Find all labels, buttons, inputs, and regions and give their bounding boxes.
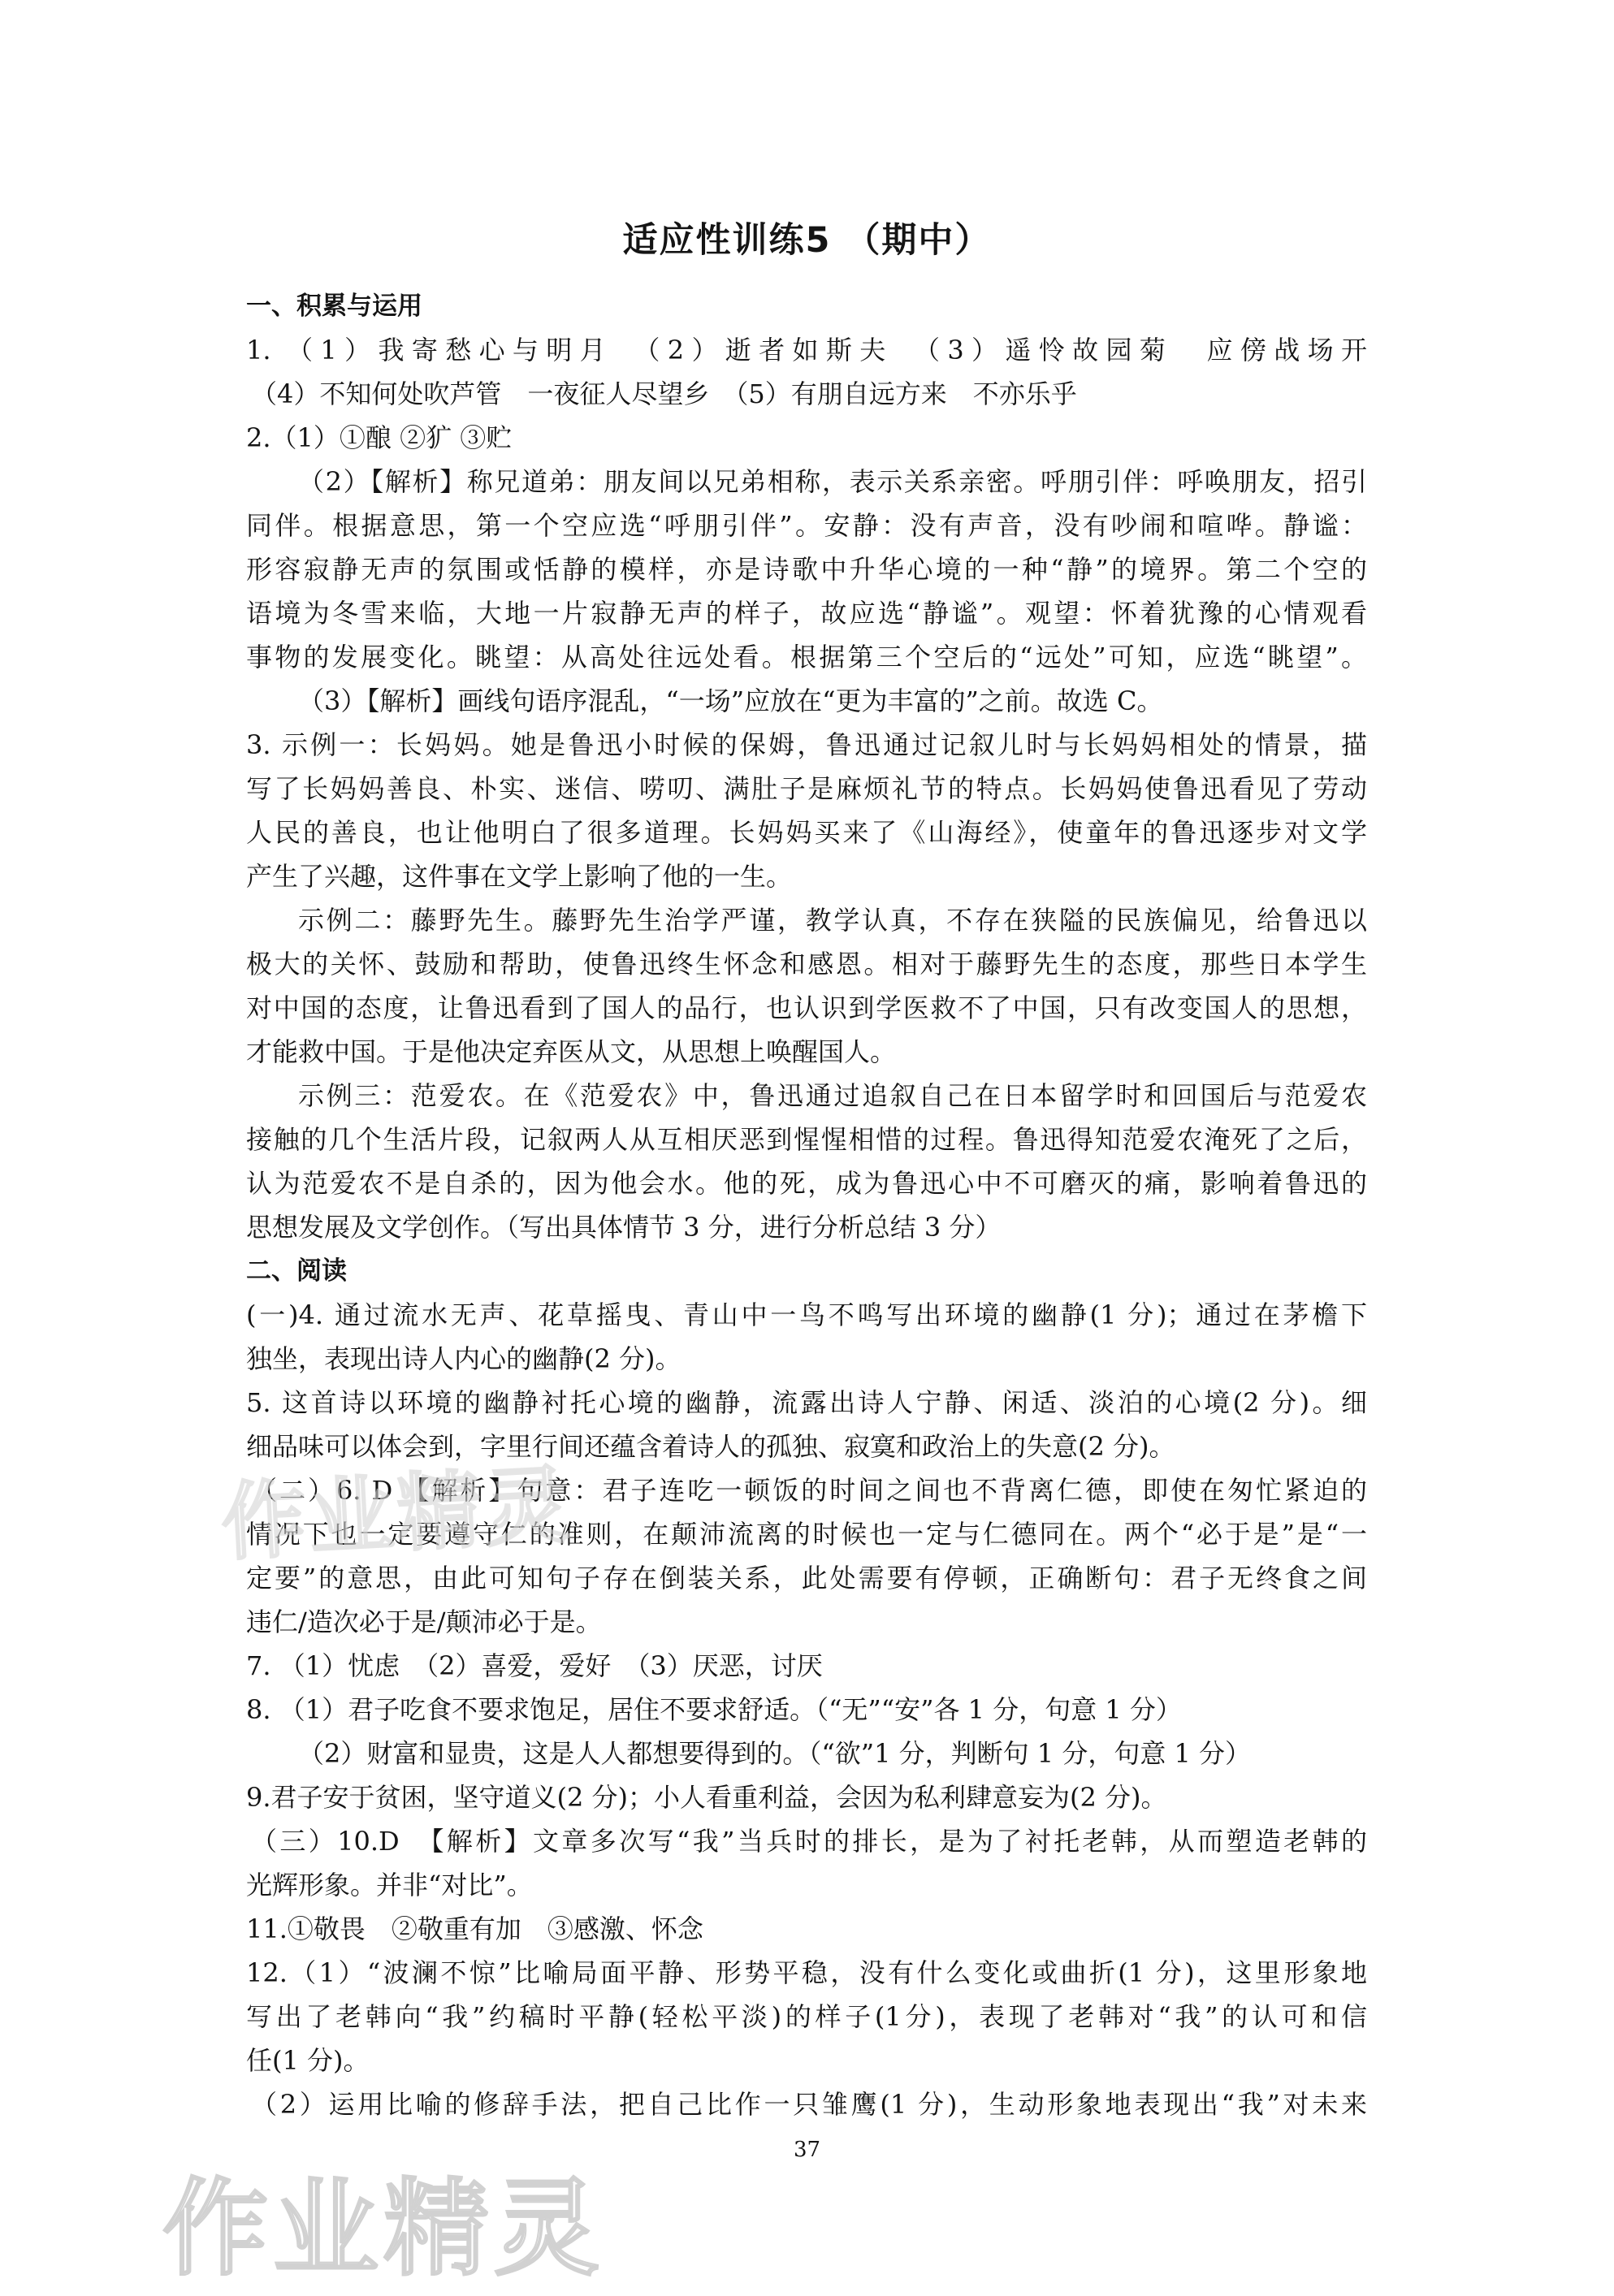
answer-line: （二）6. D 【解析】句意：君子连吃一顿饭的时间之间也不背离仁德，即使在匆忙紧迫的: [251, 1475, 1367, 1506]
answer-line: 极大的关怀、鼓励和帮助，使鲁迅终生怀念和感恩。相对于藤野先生的态度，那些日本学生: [246, 949, 1367, 979]
answer-line: 情况下也一定要遵守仁的准则，在颠沛流离的时候也一定与仁德同在。两个“必于是”是“一: [246, 1519, 1367, 1550]
answer-line: 光辉形象。并非“对比”。: [246, 1870, 533, 1900]
answer-line: 定要”的意思，由此可知句子存在倒装关系，此处需要有停顿，正确断句：君子无终食之间: [246, 1563, 1367, 1593]
answer-line: 任(1 分)。: [246, 2045, 370, 2076]
answer-line: 事物的发展变化。眺望：从高处往远处看。根据第三个空后的“远处”可知，应选“眺望”。: [246, 642, 1367, 672]
answer-line: 1. （1）我寄愁心与明月 （2）逝者如斯夫 （3）遥怜故园菊 应傍战场开: [246, 335, 1367, 365]
answer-line: 接触的几个生活片段，记叙两人从互相厌恶到惺惺相惜的过程。鲁迅得知范爱农淹死了之后，: [246, 1124, 1367, 1155]
answer-line: 写出了老韩向“我”约稿时平静(轻松平淡)的样子(1分)，表现了老韩对“我”的认可和信: [246, 2001, 1367, 2032]
watermark-logo: 作业精灵: [162, 2167, 605, 2290]
page-number: 37: [793, 2138, 821, 2162]
answer-line: 违仁/造次必于是/颠沛必于是。: [246, 1606, 602, 1637]
answer-line: 才能救中国。于是他决定弃医从文，从思想上唤醒国人。: [246, 1036, 897, 1067]
answer-line: 12.（1）“波澜不惊”比喻局面平静、形势平稳，没有什么变化或曲折(1 分)，这里形象地: [246, 1957, 1367, 1988]
watermark-faint: 作业精灵: [219, 1455, 575, 1573]
answer-line: 语境为冬雪来临，大地一片寂静无声的样子，故应选“静谧”。观望：怀着犹豫的心情观看: [246, 598, 1367, 629]
answer-line: 认为范爱农不是自杀的，因为他会水。他的死，成为鲁迅心中不可磨灭的痛，影响着鲁迅的: [246, 1168, 1367, 1199]
answer-line: （2）财富和显贵，这是人人都想要得到的。（“欲”1 分，判断句 1 分，句意 1 分）: [298, 1738, 1252, 1769]
answer-line: 独坐，表现出诗人内心的幽静(2 分)。: [246, 1343, 682, 1374]
answer-line: 9.君子安于贫困，坚守道义(2 分)；小人看重利益，会因为私利肆意妄为(2 分)。: [246, 1782, 1167, 1813]
answer-line: （三）10.D 【解析】文章多次写“我”当兵时的排长，是为了衬托老韩，从而塑造老韩的: [251, 1826, 1367, 1857]
answer-line: 3. 示例一：长妈妈。她是鲁迅小时候的保姆，鲁迅通过记叙儿时与长妈妈相处的情景，描: [246, 729, 1367, 760]
answer-line: 产生了兴趣，这件事在文学上影响了他的一生。: [246, 861, 793, 892]
answer-line: （2）【解析】称兄道弟：朋友间以兄弟相称，表示关系亲密。呼朋引伴：呼唤朋友，招引: [298, 466, 1367, 497]
answer-line: 2.（1）①酿 ②犷 ③贮: [246, 422, 513, 453]
answer-line: （4）不知何处吹芦管 一夜征人尽望乡 （5）有朋自远方来 不亦乐乎: [251, 378, 1077, 409]
section-heading-2: 二、阅读: [246, 1256, 347, 1286]
answer-line: （2）运用比喻的修辞手法，把自己比作一只雏鹰(1 分)，生动形象地表现出“我”对未来: [251, 2089, 1367, 2120]
answer-line: 5. 这首诗以环境的幽静衬托心境的幽静，流露出诗人宁静、闲适、淡泊的心境(2 分)。细: [246, 1387, 1367, 1418]
answer-line: 思想发展及文学创作。（写出具体情节 3 分，进行分析总结 3 分）: [246, 1212, 1002, 1243]
answer-line: 示例二：藤野先生。藤野先生治学严谨，教学认真，不存在狭隘的民族偏见，给鲁迅以: [298, 905, 1367, 936]
answer-line: 写了长妈妈善良、朴实、迷信、唠叨、满肚子是麻烦礼节的特点。长妈妈使鲁迅看见了劳动: [246, 773, 1367, 804]
answer-content: [246, 284, 1367, 2126]
answer-line: 11.①敬畏 ②敬重有加 ③感激、怀念: [246, 1913, 703, 1944]
page-title: 适应性训练5 （期中）: [622, 220, 992, 261]
answer-line: 对中国的态度，让鲁迅看到了国人的品行，也认识到学医救不了中国，只有改变国人的思想，: [246, 992, 1367, 1023]
answer-line: 8. （1）君子吃食不要求饱足，居住不要求舒适。（“无”“安”各 1 分，句意 1 分）: [246, 1694, 1182, 1725]
answer-line: 形容寂静无声的氛围或恬静的模样，亦是诗歌中升华心境的一种“静”的境界。第二个空的: [246, 554, 1367, 585]
answer-line: (一)4. 通过流水无声、花草摇曳、青山中一鸟不鸣写出环境的幽静(1 分)；通过在茅檐下: [246, 1299, 1367, 1330]
answer-line: （3）【解析】画线句语序混乱，“一场”应放在“更为丰富的”之前。故选 C。: [298, 685, 1163, 716]
answer-line: 细品味可以体会到，字里行间还蕴含着诗人的孤独、寂寞和政治上的失意(2 分)。: [246, 1431, 1175, 1462]
section-heading-1: 一、积累与运用: [246, 292, 422, 321]
answer-line: 同伴。根据意思，第一个空应选“呼朋引伴”。安静：没有声音，没有吵闹和喧哗。静谧：: [246, 510, 1367, 541]
answer-line: 示例三：范爱农。在《范爱农》中，鲁迅通过追叙自己在日本留学时和回国后与范爱农: [298, 1080, 1367, 1111]
answer-line: 人民的善良，也让他明白了很多道理。长妈妈买来了《山海经》，使童年的鲁迅逐步对文学: [246, 817, 1367, 848]
answer-line: 7. （1）忧虑 （2）喜爱，爱好 （3）厌恶，讨厌: [246, 1650, 823, 1681]
